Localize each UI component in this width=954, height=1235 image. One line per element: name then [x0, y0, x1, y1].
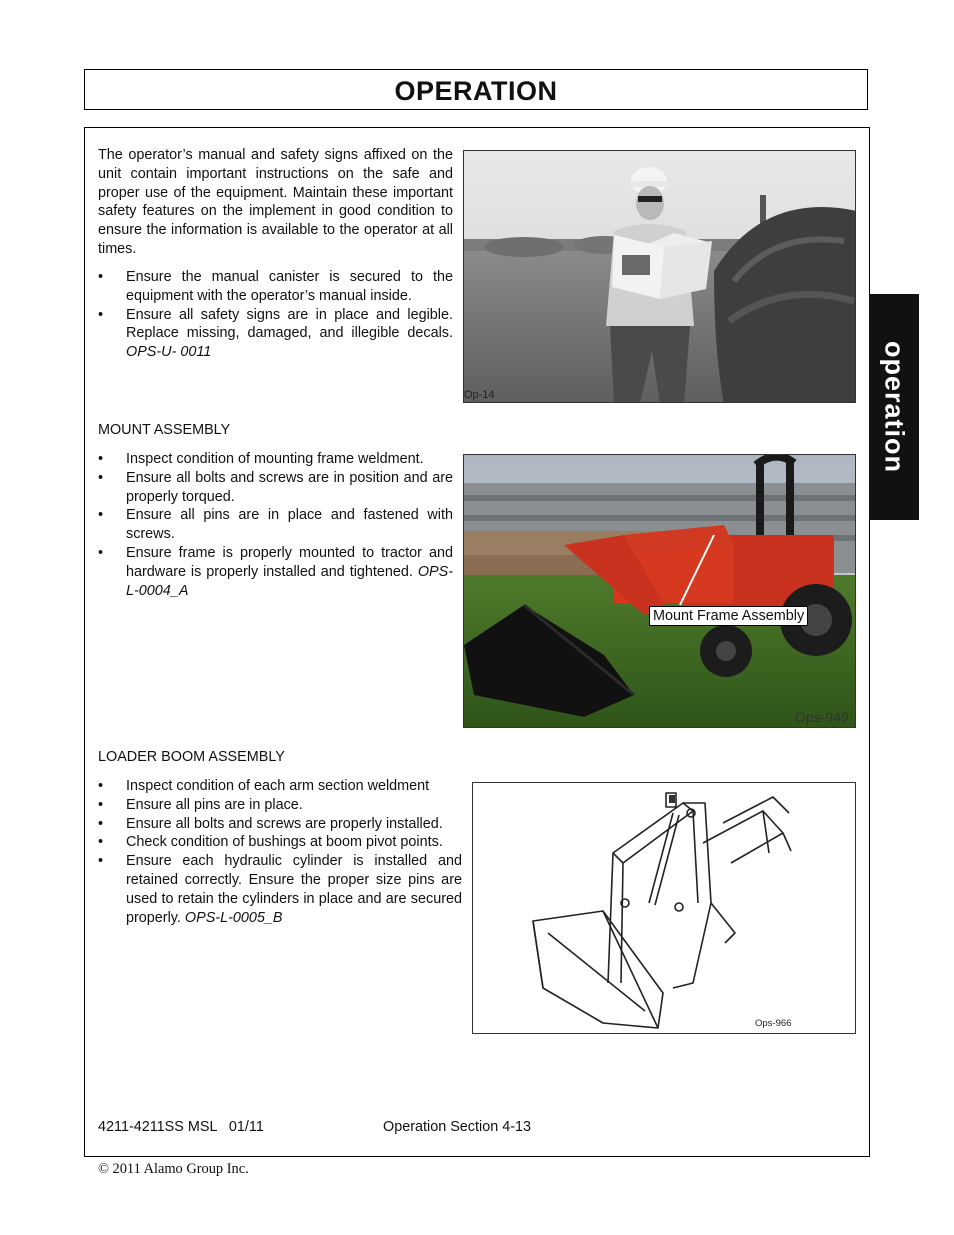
- bullet-glyph: •: [98, 544, 104, 561]
- list-item: [98, 544, 453, 600]
- bullet-glyph: •: [98, 834, 104, 851]
- bullet-text: Ensure all pins are in place.: [126, 796, 303, 813]
- bullet-text: Ensure each hydraulic cylinder is installed and retained correctly. Ensure the proper size pins are used to retain the cylinders in place and are secured properly.: [126, 853, 462, 926]
- bullet-glyph: •: [98, 778, 104, 794]
- list-item: [98, 852, 462, 927]
- bullet-text: Ensure the manual canister is secured to the equipment with the operator’s manual inside.: [126, 269, 453, 304]
- boom-bullet-list: [98, 777, 462, 927]
- bullet-glyph: •: [98, 815, 104, 832]
- loader-boom-heading: LOADER BOOM ASSEMBLY: [98, 749, 285, 765]
- bullet-glyph: •: [98, 269, 104, 285]
- bullet-text: Ensure all pins are in place and fastened with screws.: [126, 507, 453, 543]
- figure-label: Ops-966: [755, 1018, 792, 1029]
- footer-section-page: Operation Section 4-13: [383, 1119, 531, 1135]
- bullet-glyph: •: [98, 853, 104, 870]
- reference-code: OPS-L-0004_A: [126, 563, 453, 599]
- list-item: [98, 306, 453, 362]
- bullet-glyph: •: [98, 507, 104, 524]
- mount-assembly-heading: MOUNT ASSEMBLY: [98, 422, 231, 438]
- intro-paragraph: The operator’s manual and safety signs affixed on the unit contain important instructions on the safe and proper use of the equipment. Maintain these important safety features on the implement in good condition to ensure the information is available to the operator at all times.: [98, 147, 453, 257]
- mount-frame-callout: Mount Frame Assembly: [649, 606, 808, 626]
- intro-bullet-list: [98, 268, 453, 362]
- operator-reading-manual-photo: [463, 150, 856, 403]
- bullet-glyph: •: [98, 451, 104, 467]
- copyright-notice: © 2011 Alamo Group Inc.: [98, 1161, 249, 1177]
- bullet-glyph: •: [98, 306, 104, 323]
- bullet-text: Ensure all bolts and screws are properly installed.: [126, 815, 443, 832]
- list-item: [98, 833, 462, 852]
- section-side-tab: [869, 294, 919, 520]
- reference-code: OPS-L-0005_B: [184, 909, 283, 926]
- loader-boom-drawing: [472, 782, 856, 1034]
- bullet-glyph: •: [98, 796, 104, 813]
- figure-label: Op-14: [464, 389, 495, 401]
- tractor-loader-photo: [463, 454, 856, 728]
- side-tab-label: operation: [879, 340, 910, 474]
- bullet-text: Ensure all bolts and screws are in position and are properly torqued.: [126, 469, 453, 505]
- tractor-photo-illustration: [464, 455, 856, 728]
- list-item: [98, 450, 453, 469]
- page-header: [84, 69, 868, 110]
- list-item: [98, 796, 462, 815]
- list-item: [98, 469, 453, 507]
- mount-bullet-list: [98, 450, 453, 600]
- figure-label: Ops-949: [795, 709, 849, 725]
- bullet-text: Inspect condition of mounting frame weldment.: [126, 451, 424, 467]
- list-item: [98, 777, 462, 796]
- page-title: OPERATION: [394, 76, 558, 106]
- bullet-text: Ensure frame is properly mounted to tractor and hardware is properly installed and tightened.: [126, 544, 453, 580]
- list-item: [98, 268, 453, 306]
- bullet-glyph: •: [98, 469, 104, 486]
- list-item: [98, 506, 453, 544]
- loader-boom-line-art: [473, 783, 856, 1034]
- operator-photo-illustration: [464, 151, 856, 403]
- reference-code: OPS-U- 0011: [126, 344, 212, 361]
- bullet-text: Check condition of bushings at boom pivot points.: [126, 834, 443, 851]
- bullet-text: Inspect condition of each arm section weldment: [126, 778, 430, 794]
- footer-model-date: 4211-4211SS MSL 01/11: [98, 1119, 264, 1135]
- bullet-text: Ensure all safety signs are in place and legible. Replace missing, damaged, and illegible decals.: [126, 306, 453, 342]
- list-item: [98, 815, 462, 834]
